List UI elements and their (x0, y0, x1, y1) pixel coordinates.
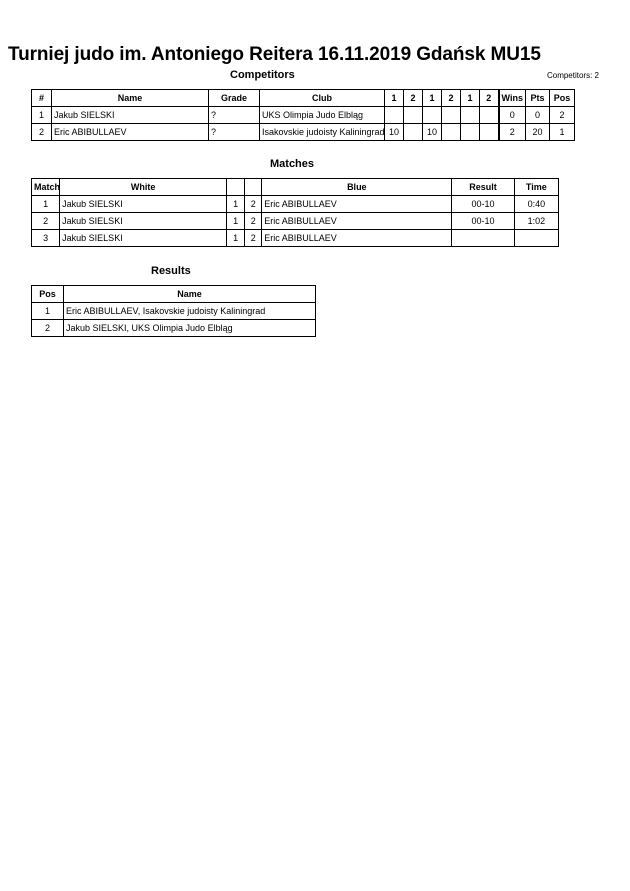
competitor-name: Jakub SIELSKI (52, 107, 209, 124)
match-blue: Eric ABIBULLAEV (262, 196, 452, 213)
header-round-6: 2 (480, 90, 499, 107)
header-blue: Blue (262, 179, 452, 196)
match-num: 2 (32, 213, 60, 230)
results-table (31, 285, 316, 337)
header-round-1: 1 (385, 90, 404, 107)
table-row (32, 303, 316, 320)
score-cell (480, 124, 499, 141)
match-white-num: 1 (227, 196, 245, 213)
score-cell (404, 124, 423, 141)
competitor-pos: 1 (550, 124, 575, 141)
table-row (32, 213, 559, 230)
score-cell (461, 107, 480, 124)
match-white: Jakub SIELSKI (60, 230, 227, 247)
header-blue-num (245, 179, 262, 196)
table-row (32, 107, 575, 124)
competitors-count: Competitors: 2 (546, 71, 599, 80)
match-blue: Eric ABIBULLAEV (262, 213, 452, 230)
score-cell: 10 (385, 124, 404, 141)
match-time: 0:40 (514, 196, 558, 213)
competitors-header-row (32, 90, 575, 107)
competitor-num: 2 (32, 124, 52, 141)
score-cell (385, 107, 404, 124)
header-grade: Grade (209, 90, 260, 107)
match-blue: Eric ABIBULLAEV (262, 230, 452, 247)
header-match: Match (32, 179, 60, 196)
competitor-pts: 20 (526, 124, 550, 141)
competitor-pts: 0 (526, 107, 550, 124)
header-result-pos: Pos (32, 286, 64, 303)
match-white-num: 1 (227, 230, 245, 247)
match-result: 00-10 (452, 213, 514, 230)
score-cell: 10 (423, 124, 442, 141)
match-blue-num: 2 (245, 196, 262, 213)
page-title: Turniej judo im. Antoniego Reitera 16.11.2019 Gdańsk MU15 (8, 44, 541, 65)
score-cell (461, 124, 480, 141)
competitor-wins: 2 (499, 124, 526, 141)
matches-heading: Matches (270, 158, 315, 170)
matches-header-row (32, 179, 559, 196)
header-pts: Pts (526, 90, 550, 107)
match-white: Jakub SIELSKI (60, 213, 227, 230)
competitor-pos: 2 (550, 107, 575, 124)
competitor-wins: 0 (499, 107, 526, 124)
header-result: Result (452, 179, 514, 196)
score-cell (480, 107, 499, 124)
result-name: Jakub SIELSKI, UKS Olimpia Judo Elbląg (64, 320, 316, 337)
header-round-3: 1 (423, 90, 442, 107)
competitor-num: 1 (32, 107, 52, 124)
header-white-num (227, 179, 245, 196)
header-wins: Wins (499, 90, 526, 107)
header-pos: Pos (550, 90, 575, 107)
table-row (32, 196, 559, 213)
match-num: 3 (32, 230, 60, 247)
results-header-row (32, 286, 316, 303)
competitor-grade: ? (209, 124, 260, 141)
match-time (514, 230, 558, 247)
match-num: 1 (32, 196, 60, 213)
competitor-grade: ? (209, 107, 260, 124)
score-cell (404, 107, 423, 124)
results-heading: Results (151, 265, 191, 277)
competitors-heading: Competitors (230, 69, 295, 81)
match-blue-num: 2 (245, 230, 262, 247)
header-num: # (32, 90, 52, 107)
result-pos: 1 (32, 303, 64, 320)
competitor-club: UKS Olimpia Judo Elbląg (260, 107, 385, 124)
competitor-name: Eric ABIBULLAEV (52, 124, 209, 141)
table-row (32, 320, 316, 337)
score-cell (442, 107, 461, 124)
header-result-name: Name (64, 286, 316, 303)
result-pos: 2 (32, 320, 64, 337)
header-club: Club (260, 90, 385, 107)
header-name: Name (52, 90, 209, 107)
match-white-num: 1 (227, 213, 245, 230)
table-row (32, 124, 575, 141)
competitors-table (31, 89, 575, 141)
score-cell (423, 107, 442, 124)
match-time: 1:02 (514, 213, 558, 230)
match-result (452, 230, 514, 247)
header-white: White (60, 179, 227, 196)
header-round-2: 2 (404, 90, 423, 107)
match-result: 00-10 (452, 196, 514, 213)
header-time: Time (514, 179, 558, 196)
header-round-4: 2 (442, 90, 461, 107)
table-row (32, 230, 559, 247)
match-blue-num: 2 (245, 213, 262, 230)
matches-table (31, 178, 559, 247)
result-name: Eric ABIBULLAEV, Isakovskie judoisty Kaliningrad (64, 303, 316, 320)
competitor-club: Isakovskie judoisty Kaliningrad (260, 124, 385, 141)
header-round-5: 1 (461, 90, 480, 107)
match-white: Jakub SIELSKI (60, 196, 227, 213)
score-cell (442, 124, 461, 141)
